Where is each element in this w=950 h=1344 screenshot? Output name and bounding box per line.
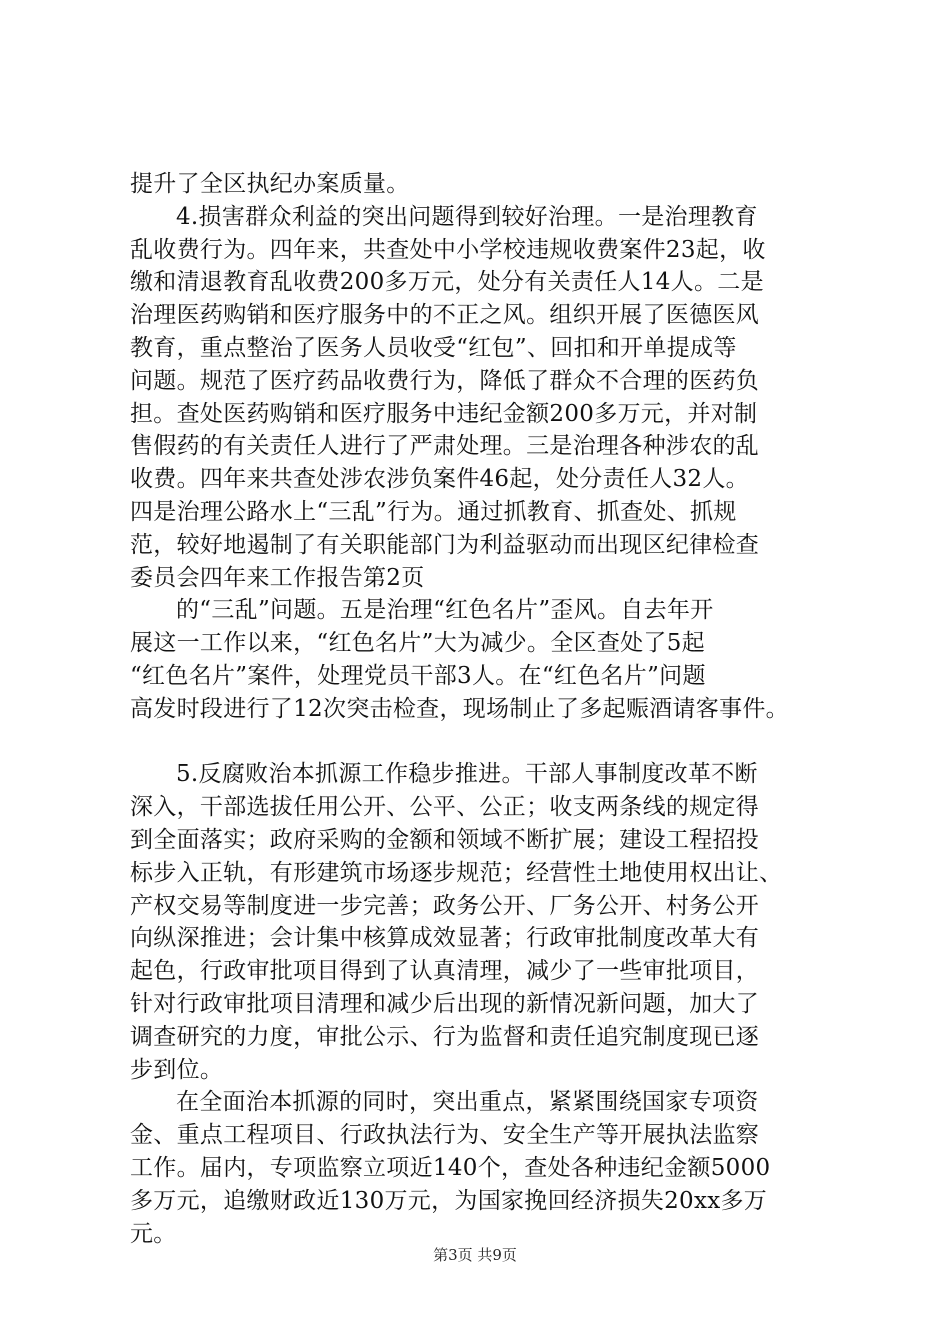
page-footer (0, 1245, 950, 1265)
text-line: 金、重点工程项目、行政执法行为、安全生产等开展执法监察 (130, 1122, 760, 1149)
text-line: 的“三乱”问题。五是治理“红色名片”歪风。自去年开 (176, 597, 714, 624)
text-line: 起色，行政审批项目得到了认真清理，减少了一些审批项目， (130, 958, 760, 985)
text-line: 教育，重点整治了医务人员收受“红包”、回扣和开单提成等 (130, 334, 737, 361)
text-line: 标步入正轨，有形建筑市场逐步规范；经营性土地使用权出让、 (130, 859, 783, 886)
text-line: 担。查处医药购销和医疗服务中违纪金额200多万元，并对制 (130, 400, 758, 427)
text-line: 调查研究的力度，审批公示、行为监督和责任追究制度现已逐 (130, 1023, 760, 1050)
text-line: “红色名片”案件，处理党员干部3人。在“红色名片”问题 (130, 662, 706, 689)
paragraph-gap (130, 726, 830, 759)
text-line: 高发时段进行了12次突击检查，现场制止了多起赈酒请客事件。 (130, 695, 789, 722)
text-line: 多万元，追缴财政近130万元，为国家挽回经济损失20xx多万 (130, 1187, 768, 1214)
text-line: 工作。届内，专项监察立项近140个，查处各种违纪金额5000 (130, 1154, 771, 1181)
paragraph-4-start: 4.损害群众利益的突出问题得到较好治理。一是治理教育 (176, 203, 758, 230)
document-body (130, 168, 830, 1250)
text-line: 元。 (130, 1220, 177, 1247)
text-line: 问题。规范了医疗药品收费行为，降低了群众不合理的医药负 (130, 367, 760, 394)
paragraph-6-start: 在全面治本抓源的同时，突出重点，紧紧围绕国家专项资 (176, 1089, 759, 1116)
text-line: 到全面落实；政府采购的金额和领域不断扩展；建设工程招投 (130, 826, 760, 853)
text-line: 收费。四年来共查处涉农涉负案件46起，处分责任人32人。 (130, 466, 749, 493)
text-line: 针对行政审批项目清理和减少后出现的新情况新问题，加大了 (130, 990, 760, 1017)
text-line: 范，较好地遏制了有关职能部门为利益驱动而出现区纪律检查 (130, 531, 760, 558)
text-line: 缴和清退教育乱收费200多万元，处分有关责任人14人。二是 (130, 269, 764, 296)
text-line: 提升了全区执纪办案质量。 (130, 171, 410, 197)
text-line: 四是治理公路水上“三乱”行为。通过抓教育、抓查处、抓规 (130, 498, 737, 525)
text-line: 向纵深推进；会计集中核算成效显著；行政审批制度改革大有 (130, 925, 760, 952)
text-line: 展这一工作以来，“红色名片”大为减少。全区查处了5起 (130, 630, 705, 657)
text-line: 乱收费行为。四年来，共查处中小学校违规收费案件23起，收 (130, 236, 766, 263)
text-line: 委员会四年来工作报告第2页 (130, 564, 425, 591)
paragraph-5-start: 5.反腐败治本抓源工作稳步推进。干部人事制度改革不断 (176, 761, 758, 788)
text-line: 步到位。 (130, 1056, 224, 1083)
text-line: 治理医药购销和医疗服务中的不正之风。组织开展了医德医风 (130, 302, 760, 329)
text-line: 产权交易等制度进一步完善；政务公开、厂务公开、村务公开 (130, 892, 760, 919)
page-number-label: 第3页 共9页 (433, 1246, 517, 1264)
text-line: 售假药的有关责任人进行了严肃处理。三是治理各种涉农的乱 (130, 433, 760, 460)
text-line: 深入，干部选拔任用公开、公平、公正；收支两条线的规定得 (130, 794, 760, 821)
